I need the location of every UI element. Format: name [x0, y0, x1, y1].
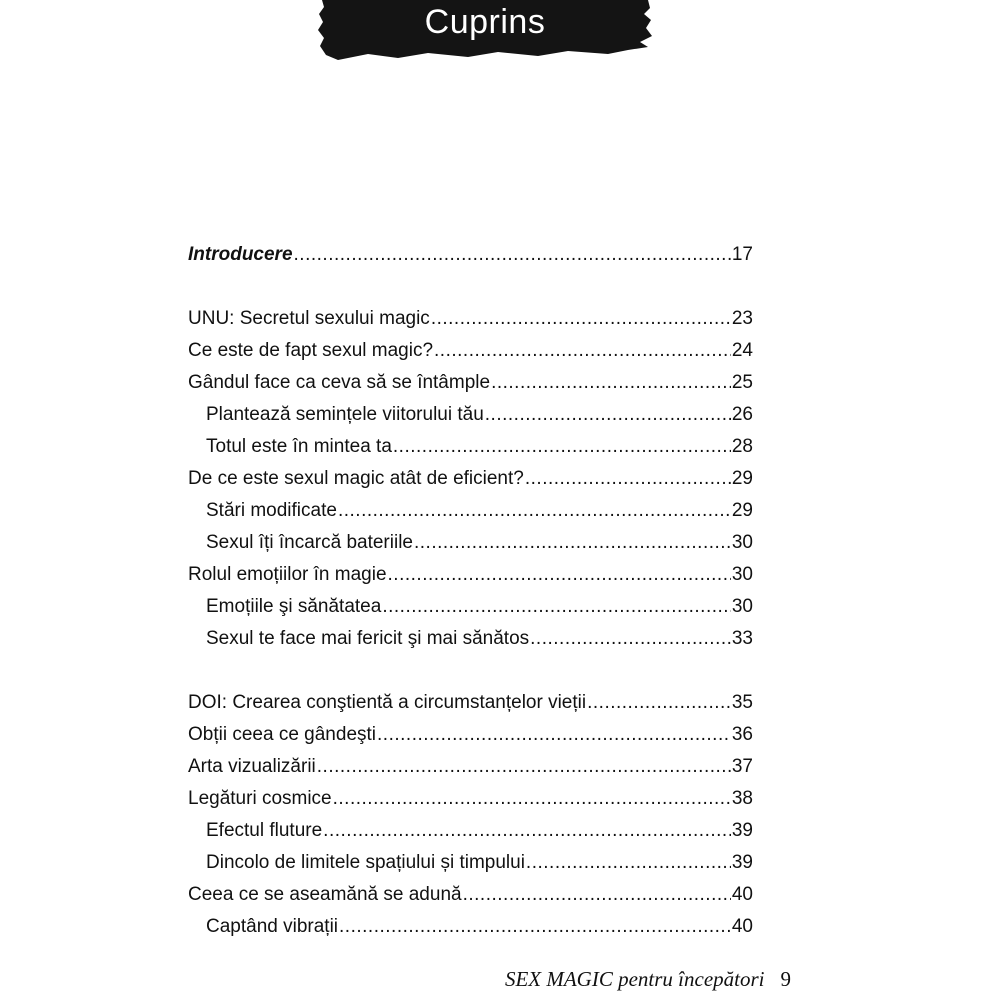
- toc-entry-page-number: 38: [731, 788, 753, 809]
- toc-dot-leader: [491, 367, 731, 399]
- toc-entry-page-number: 40: [731, 884, 753, 905]
- footer-page-number: 9: [780, 967, 791, 991]
- toc-entry-label: Emoțiile şi sănătatea: [206, 596, 382, 617]
- page-footer: [505, 962, 791, 996]
- toc-dot-leader: [333, 783, 731, 815]
- toc-dot-leader: [338, 495, 731, 527]
- toc-entry-label: Sexul te face mai fericit şi mai sănătos: [206, 628, 530, 649]
- toc-entry-page-number: 39: [731, 820, 753, 841]
- toc-dot-leader: [414, 527, 731, 559]
- toc-entry-page-number: 17: [731, 244, 753, 265]
- toc-subentry: [188, 591, 753, 623]
- toc-subentry: [188, 431, 753, 463]
- toc-entry-page-number: 26: [731, 404, 753, 425]
- toc-entry-label: Stări modificate: [206, 500, 337, 521]
- toc-entry-page-number: 37: [731, 756, 753, 777]
- toc-dot-leader: [377, 719, 731, 751]
- toc-entry-page-number: 30: [731, 564, 753, 585]
- toc-subentry: [188, 815, 753, 847]
- toc-entry-label: Ceea ce se aseamănă se adună: [188, 884, 462, 905]
- toc-entry: [188, 367, 753, 399]
- toc-dot-leader: [525, 463, 731, 495]
- toc-subentry: [188, 495, 753, 527]
- toc-entry: [188, 687, 753, 719]
- toc-entry-label: Efectul fluture: [206, 820, 323, 841]
- toc-entry: [188, 303, 753, 335]
- toc-dot-leader: [393, 431, 731, 463]
- toc-entry-label: Obții ceea ce gândeşti: [188, 724, 377, 745]
- toc-entry: [188, 719, 753, 751]
- footer-book-title: SEX MAGIC pentru începători: [504, 967, 765, 991]
- toc-dot-leader: [485, 399, 731, 431]
- toc-entry-label: Ce este de fapt sexul magic?: [188, 340, 434, 361]
- page-title: Cuprins: [424, 3, 546, 41]
- toc-dot-leader: [587, 687, 731, 719]
- toc-entry-page-number: 29: [731, 468, 753, 489]
- toc-subentry: [188, 527, 753, 559]
- toc-entry-label: Plantează semințele viitorului tău: [206, 404, 484, 425]
- title-banner: [318, 0, 652, 62]
- toc-entry-label: Dincolo de limitele spațiului și timpului: [206, 852, 525, 873]
- toc-entry-page-number: 29: [731, 500, 753, 521]
- toc-entry-label: Sexul îți încarcă bateriile: [206, 532, 413, 553]
- table-of-contents: [188, 239, 753, 943]
- toc-dot-leader: [323, 815, 731, 847]
- toc-entry: [188, 239, 753, 271]
- toc-dot-leader: [382, 591, 731, 623]
- toc-subentry: [188, 399, 753, 431]
- toc-entry-label: Introducere: [188, 244, 293, 265]
- toc-dot-leader: [431, 303, 731, 335]
- toc-entry-label: DOI: Crearea conştientă a circumstanțelor vieții: [188, 692, 587, 713]
- toc-dot-leader: [434, 335, 731, 367]
- toc-entry: [188, 559, 753, 591]
- toc-entry-label: Gândul face ca ceva să se întâmple: [188, 372, 491, 393]
- toc-entry-page-number: 24: [731, 340, 753, 361]
- toc-entry-page-number: 30: [731, 532, 753, 553]
- toc-entry-label: Captând vibrații: [206, 916, 339, 937]
- toc-entry-label: Legături cosmice: [188, 788, 332, 809]
- toc-dot-leader: [317, 751, 731, 783]
- toc-entry-page-number: 25: [731, 372, 753, 393]
- toc-dot-leader: [530, 623, 731, 655]
- toc-dot-leader: [526, 847, 731, 879]
- toc-entry-label: Arta vizualizării: [188, 756, 316, 777]
- toc-entry-page-number: 23: [731, 308, 753, 329]
- toc-entry-page-number: 28: [731, 436, 753, 457]
- toc-entry-page-number: 33: [731, 628, 753, 649]
- toc-entry: [188, 751, 753, 783]
- toc-entry-page-number: 30: [731, 596, 753, 617]
- toc-entry-label: Rolul emoțiilor în magie: [188, 564, 387, 585]
- toc-entry-page-number: 35: [731, 692, 753, 713]
- toc-dot-leader: [294, 239, 731, 271]
- toc-entry: [188, 335, 753, 367]
- toc-subentry: [188, 911, 753, 943]
- toc-entry: [188, 463, 753, 495]
- section-spacer: [188, 271, 753, 303]
- toc-entry-page-number: 39: [731, 852, 753, 873]
- toc-subentry: [188, 623, 753, 655]
- toc-entry: [188, 879, 753, 911]
- toc-entry-label: De ce este sexul magic atât de eficient?: [188, 468, 524, 489]
- toc-entry-label: Totul este în mintea ta: [206, 436, 392, 457]
- toc-entry-page-number: 36: [731, 724, 753, 745]
- toc-dot-leader: [388, 559, 731, 591]
- toc-dot-leader: [339, 911, 731, 943]
- toc-entry: [188, 783, 753, 815]
- toc-entry-label: UNU: Secretul sexului magic: [188, 308, 430, 329]
- toc-dot-leader: [463, 879, 731, 911]
- toc-subentry: [188, 847, 753, 879]
- section-spacer: [188, 655, 753, 687]
- toc-entry-page-number: 40: [731, 916, 753, 937]
